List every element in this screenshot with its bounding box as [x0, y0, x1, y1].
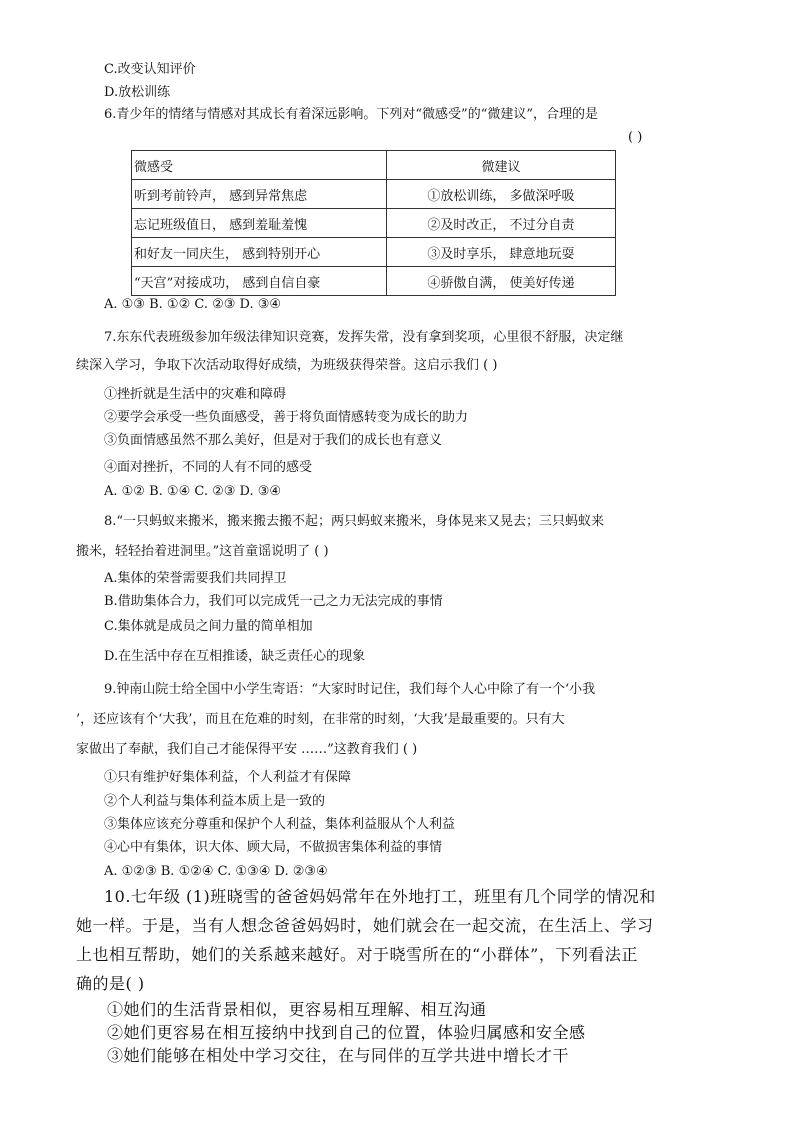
table-row: [132, 180, 616, 209]
table-cell: 忘记班级值日， 感到羞耻羞愧: [132, 209, 387, 238]
q7-item-3: ③负面情感虽然不那么美好，但是对于我们的成长也有意义: [104, 433, 443, 448]
q8-option-b: B.借助集体合力，我们可以完成凭一己之力无法完成的事情: [104, 594, 443, 609]
q9-item-1: ①只有维护好集体利益，个人利益才有保障: [104, 770, 352, 785]
table-row: [132, 238, 616, 267]
q7-item-4: ④面对挫折，不同的人有不同的感受: [104, 460, 313, 475]
q10-stem-line-4: 确的是( ): [76, 974, 145, 993]
q9-item-3: ③集体应该充分尊重和保护个人利益，集体利益服从个人利益: [104, 817, 456, 832]
q9-answer-options: A. ①②③ B. ①②④ C. ①③④ D. ②③④: [104, 864, 328, 879]
q6-table: [131, 150, 616, 296]
q10-item-3: ③她们能够在相处中学习交往，在与同伴的互学共进中增长才干: [107, 1046, 570, 1065]
q9-stem-line-1: 9.钟南山院士给全国中小学生寄语：“大家时时记住，我们每个人心中除了有一个‘小我: [104, 682, 596, 697]
q10-stem-line-3: 上也相互帮助，她们的关系越来越好。对于晓雪所在的“小群体”，下列看法正: [76, 945, 638, 964]
q8-option-d: D.在生活中存在互相推诿，缺乏责任心的现象: [104, 649, 366, 664]
q10-item-2: ②她们更容易在相互接纳中找到自己的位置，体验归属感和安全感: [107, 1023, 586, 1042]
q8-option-a: A.集体的荣誉需要我们共同捍卫: [104, 571, 287, 586]
q5-option-c: C.改变认知评价: [104, 62, 196, 77]
q6-answer-paren: ( ): [628, 130, 643, 145]
table-row: [132, 267, 616, 296]
q9-item-2: ②个人利益与集体利益本质上是一致的: [104, 794, 326, 809]
q5-option-d: D.放松训练: [104, 85, 171, 100]
q8-stem-line-1: 8.“一只蚂蚁来搬米，搬来搬去搬不起；两只蚂蚁来搬米，身体晃来又晃去；三只蚂蚁来: [104, 514, 605, 529]
table-cell: ①放松训练， 多做深呼吸: [387, 180, 616, 209]
table-header-row: [132, 151, 616, 180]
q6-stem: 6.青少年的情绪与情感对其成长有着深远影响。下列对“微感受”的“微建议”，合理的是: [104, 107, 598, 122]
q9-item-4: ④心中有集体，识大体、顾大局，不做损害集体利益的事情: [104, 840, 443, 855]
table-cell: “天宫”对接成功， 感到自信自豪: [132, 267, 387, 296]
q7-stem-line-2: 续深入学习，争取下次活动取得好成绩，为班级获得荣誉。这启示我们 ( ): [76, 358, 498, 373]
q9-stem-line-3: 家做出了奉献，我们自己才能保得平安 ……”这教育我们 ( ): [76, 742, 418, 757]
q8-stem-line-2: 搬米，轻轻抬着进洞里。”这首童谣说明了 ( ): [76, 544, 329, 559]
q7-item-1: ①挫折就是生活中的灾难和障碍: [104, 387, 287, 402]
q10-stem-line-2: 她一样。于是，当有人想念爸爸妈妈时，她们就会在一起交流，在生活上、学习: [76, 916, 654, 935]
table-cell: ②及时改正， 不过分自责: [387, 209, 616, 238]
q7-stem-line-1: 7.东东代表班级参加年级法律知识竞赛，发挥失常，没有拿到奖项，心里很不舒服，决定继: [104, 330, 624, 345]
q10-item-1: ①她们的生活背景相似，更容易相互理解、相互沟通: [107, 1000, 487, 1019]
q8-option-c: C.集体就是成员之间力量的简单相加: [104, 619, 313, 634]
q7-answer-options: A. ①② B. ①④ C. ②③ D. ③④: [104, 484, 282, 499]
table-cell: ④骄傲自满， 使美好传递: [387, 267, 616, 296]
q10-stem-line-1: 10.七年级 (1)班晓雪的爸爸妈妈常年在外地打工，班里有几个同学的情况和: [104, 887, 656, 906]
q7-item-2: ②要学会承受一些负面感受，善于将负面情感转变为成长的助力: [104, 410, 469, 425]
table-row: [132, 209, 616, 238]
table-cell: 听到考前铃声， 感到异常焦虑: [132, 180, 387, 209]
table-cell: 和好友一同庆生， 感到特别开心: [132, 238, 387, 267]
table-header-cell: 微感受: [132, 151, 387, 180]
q9-stem-line-2: ’，还应该有个‘大我’，而且在危难的时刻，在非常的时刻，‘大我’是最重要的。只有大: [76, 712, 565, 727]
table-cell: ③及时享乐， 肆意地玩耍: [387, 238, 616, 267]
table-header-cell: 微建议: [387, 151, 616, 180]
q6-answer-options: A. ①③ B. ①② C. ②③ D. ③④: [104, 297, 282, 312]
